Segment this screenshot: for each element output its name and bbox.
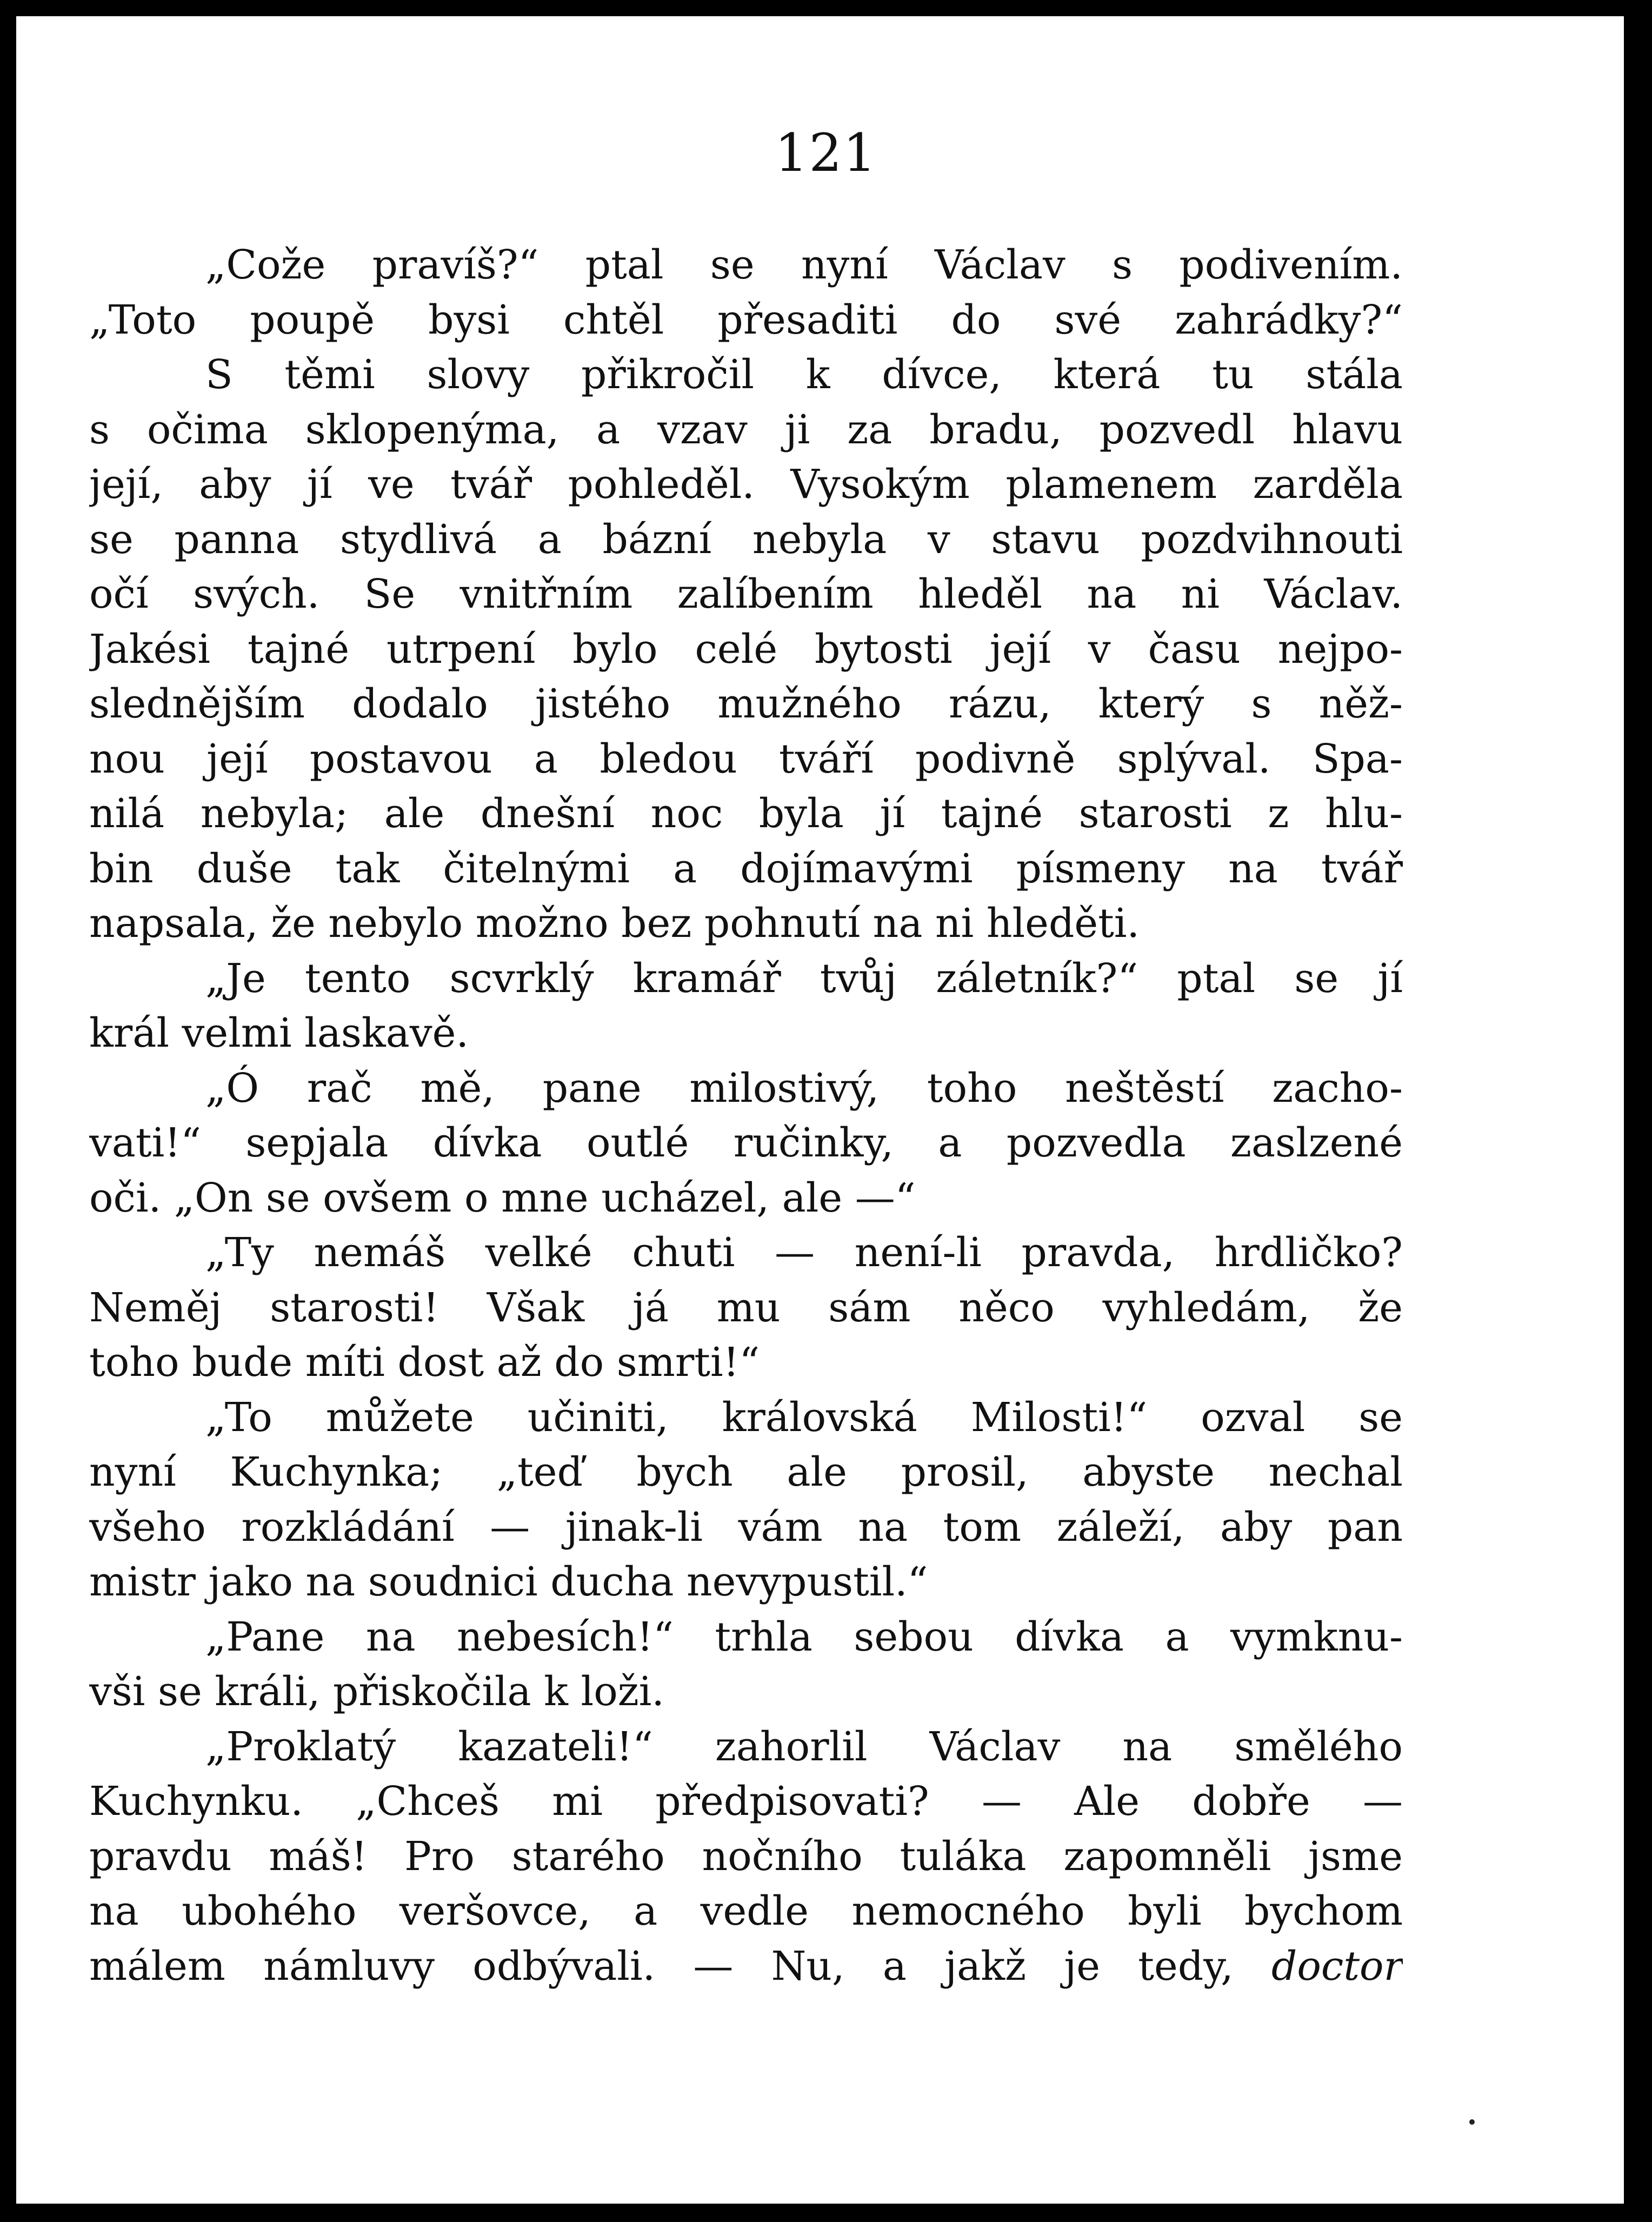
text-line: všeho rozkládání — jinak-li vám na tom záleží, aby pan bbox=[89, 1503, 1403, 1551]
text-line-final bbox=[89, 1939, 1403, 1994]
text-line-final-roman: málem námluvy odbývali. — Nu, a jakž je tedy, bbox=[89, 1942, 1234, 1990]
text-line: nou její postavou a bledou tváří podivně splýval. Spa- bbox=[89, 735, 1403, 782]
text-line: „Je tento scvrklý kramář tvůj záletník?“ ptal se jí bbox=[205, 955, 1403, 1002]
text-line: její, aby jí ve tvář pohleděl. Vysokým plamenem zarděla bbox=[89, 461, 1403, 508]
text-line: s očima sklopenýma, a vzav ji za bradu, pozvedl hlavu bbox=[89, 406, 1403, 453]
text-line: „Toto poupě bysi chtěl přesaditi do své zahrádky?“ bbox=[89, 296, 1403, 343]
italic-word: doctor bbox=[1271, 1942, 1403, 1990]
text-line: „Ty nemáš velké chuti — není-li pravda, hrdličko? bbox=[205, 1229, 1403, 1276]
text-line: „To můžete učiniti, královská Milosti!“ ozval se bbox=[205, 1394, 1403, 1441]
text-line: „Cože pravíš?“ ptal se nyní Václav s podivením. bbox=[205, 242, 1403, 288]
text-line: „Ó rač mě, pane milostivý, toho neštěstí zacho- bbox=[205, 1065, 1403, 1112]
text-line: oči. „On se ovšem o mne ucházel, ale —“ bbox=[89, 1174, 916, 1221]
text-line: „Pane na nebesích!“ trhla sebou dívka a vymknu- bbox=[205, 1613, 1403, 1660]
text-line: nyní Kuchynka; „teď bych ale prosil, abyste nechal bbox=[89, 1449, 1403, 1495]
body-text bbox=[89, 238, 1403, 1994]
text-line: Jakési tajné utrpení bylo celé bytosti její v času nejpo- bbox=[89, 626, 1403, 673]
text-line: král velmi laskavě. bbox=[89, 1010, 469, 1056]
text-line: bin duše tak čitelnými a dojímavými písmeny na tvář bbox=[89, 845, 1403, 892]
text-line: Kuchynku. „Chceš mi předpisovati? — Ale dobře — bbox=[89, 1778, 1403, 1825]
text-line: vati!“ sepjala dívka outlé ručinky, a pozvedla zaslzené bbox=[89, 1120, 1403, 1166]
text-line: pravdu máš! Pro starého nočního tuláka zapomněli jsme bbox=[89, 1833, 1403, 1880]
text-line: napsala, že nebylo možno bez pohnutí na ni hleděti. bbox=[89, 900, 1140, 947]
page-number: 121 bbox=[775, 123, 877, 183]
text-line: nilá nebyla; ale dnešní noc byla jí tajné starosti z hlu- bbox=[89, 790, 1403, 837]
text-line: očí svých. Se vnitřním zalíbením hleděl na ni Václav. bbox=[89, 571, 1403, 617]
text-line: S těmi slovy přikročil k dívce, která tu stála bbox=[205, 351, 1403, 398]
print-speck bbox=[1469, 2119, 1475, 2125]
text-line: slednějším dodalo jistého mužného rázu, který s něž- bbox=[89, 681, 1403, 727]
text-line: Neměj starosti! Však já mu sám něco vyhledám, že bbox=[89, 1284, 1403, 1331]
text-line: toho bude míti dost až do smrti!“ bbox=[89, 1339, 760, 1386]
text-line: vši se králi, přiskočila k loži. bbox=[89, 1668, 664, 1715]
text-line: mistr jako na soudnici ducha nevypustil.“ bbox=[89, 1559, 928, 1605]
text-line: „Proklatý kazateli!“ zahorlil Václav na smělého bbox=[205, 1723, 1403, 1770]
text-line: se panna stydlivá a bázní nebyla v stavu pozdvihnouti bbox=[89, 516, 1403, 563]
text-line: na ubohého veršovce, a vedle nemocného byli bychom bbox=[89, 1888, 1403, 1934]
